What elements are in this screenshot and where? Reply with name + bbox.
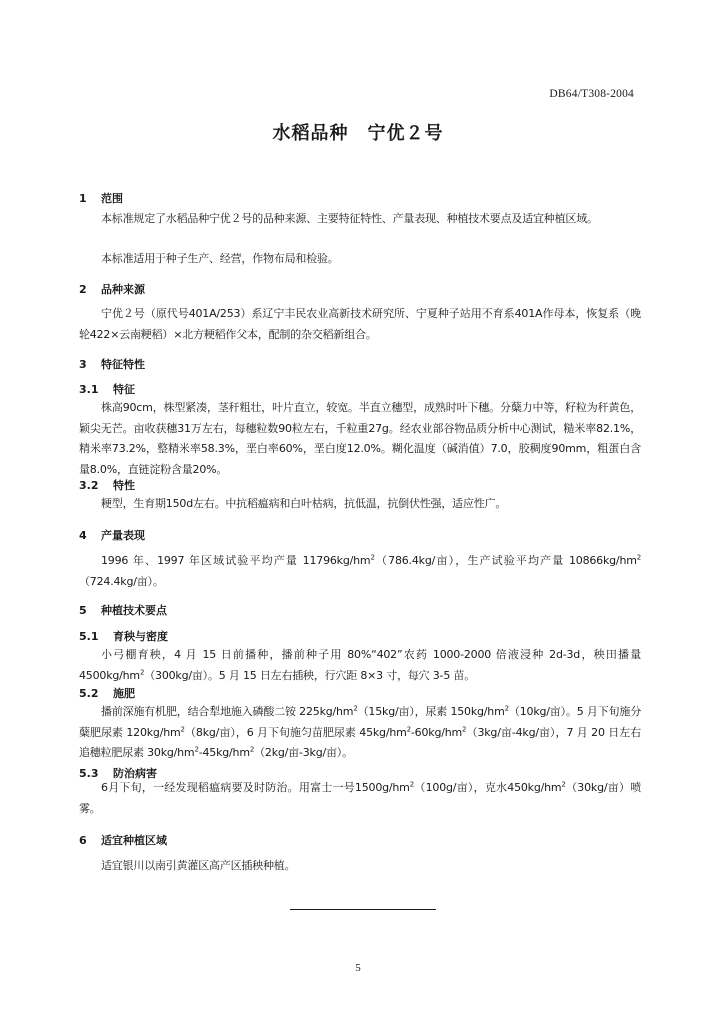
subsection-number: 5.3 — [79, 767, 99, 780]
yield-paragraph: 1996 年、1997 年区域试验平均产量 $11796kg/hm^2(786.4kg/$亩），生产试验平均产量 $10866kg/hm^2(724.4kg/$亩）。 — [79, 553, 641, 588]
section-number: 2 — [79, 283, 87, 296]
section-heading-origin — [79, 281, 145, 297]
section-heading-scope — [79, 190, 123, 206]
section-title: 产量表现 — [101, 529, 145, 542]
document-title: 水稻品种 宁优２号 — [272, 123, 444, 144]
subsection-number: 3.1 — [79, 383, 99, 396]
characteristics-paragraph: 粳型，生育期150d左右。中抗稻瘟病和白叶枯病，抗低温，抗倒伏性强，适应性广。 — [101, 497, 507, 510]
section-heading-region — [79, 832, 167, 848]
region-paragraph: 适宜银川以南引黄灌区高产区插秧种植。 — [101, 859, 296, 872]
section-heading-traits — [79, 356, 145, 372]
subsection-number: 5.2 — [79, 687, 99, 700]
section-heading-yield — [79, 527, 145, 543]
subsection-title: 特征 — [113, 383, 135, 396]
fertilization-paragraph: 播前深施有机肥，结合犁地施入磷酸二铵 $225kg/hm^2(15kg/$亩），尿素 $150kg/hm^2(10kg/$亩）。5 月下旬施分蘖肥尿素 $120kg/hm^2(8kg/$亩），6 月下旬施匀苗肥尿素 $45kg/hm^2-60kg/hm^2(3kg/$亩-4kg/亩），7 月 20 日左右追穗粒肥尿素 $30kg/hm^2-45kg/hm^2(2kg/$亩-3kg/亩）。 — [79, 704, 642, 759]
section-heading-techniques — [79, 602, 167, 618]
subsection-heading-seedling — [79, 628, 168, 644]
features-paragraph: 株高90cm，株型紧凑，茎秆粗壮，叶片直立，较宽。半直立穗型，成熟时叶下穗。分蘖力中等，籽粒为秆黄色，颖尖无芒。亩收获穗31万左右，每穗粒数90粒左右，千粒重27g。经农业部谷物品质分析中心测试，糙米率82.1%，精米率73.2%，整精米率58.3%，垩白率60%，垩白度12.0%。糊化温度（碱消值）7.0，胶稠度90mm，粗蛋白含量8.0%，直链淀粉含量20%。 — [79, 401, 641, 476]
section-title: 适宜种植区域 — [101, 834, 167, 847]
subsection-number: 3.2 — [79, 479, 99, 492]
section-number: 3 — [79, 358, 87, 371]
disease-control-paragraph: 6月下旬，一经发现稻瘟病要及时防治。用富士一号$1500g/hm^2(100g/$亩），克水$450kg/hm^2(30kg/$亩）喷雾。 — [79, 780, 641, 815]
page-number: 5 — [355, 962, 361, 974]
scope-paragraph-2: 本标准适用于种子生产、经营，作物布局和检验。 — [101, 252, 339, 265]
section-title: 特征特性 — [101, 358, 145, 371]
section-title: 种植技术要点 — [101, 604, 167, 617]
section-title: 品种来源 — [101, 283, 145, 296]
subsection-heading-characteristics — [79, 477, 135, 493]
scope-paragraph-1: 本标准规定了水稻品种宁优２号的品种来源、主要特征特性、产量表现、种植技术要点及适宜种植区域。 — [101, 212, 598, 225]
subsection-number: 5.1 — [79, 630, 99, 643]
seedling-paragraph: 小弓棚育秧，4 月 15 日前播种，播前种子用 80%“402”农药 1000-2000 倍液浸种 2d-3d，秧田播量 $4500kg/hm^2(300kg/$亩）。5 月 15 日左右插秧，行穴距 8×3 寸，每穴 3-5 苗。 — [79, 648, 641, 682]
section-number: 5 — [79, 604, 87, 617]
subsection-title: 育秧与密度 — [113, 630, 168, 643]
section-title: 范围 — [101, 192, 123, 205]
end-divider — [290, 909, 436, 910]
subsection-title: 防治病害 — [113, 767, 157, 780]
section-number: 1 — [79, 192, 87, 205]
subsection-title: 施肥 — [113, 687, 135, 700]
subsection-heading-fertilization — [79, 685, 135, 701]
section-number: 6 — [79, 834, 87, 847]
origin-paragraph: 宁优２号（原代号401A/253）系辽宁丰民农业高新技术研究所、宁夏种子站用不育系401A作母本，恢复系（晚轮422×云南粳稻）×北方粳稻作父本，配制的杂交稻新组合。 — [79, 307, 641, 341]
subsection-title: 特性 — [113, 479, 135, 492]
standard-code: DB64/T308-2004 — [549, 88, 634, 100]
subsection-heading-features — [79, 381, 135, 397]
section-number: 4 — [79, 529, 87, 542]
